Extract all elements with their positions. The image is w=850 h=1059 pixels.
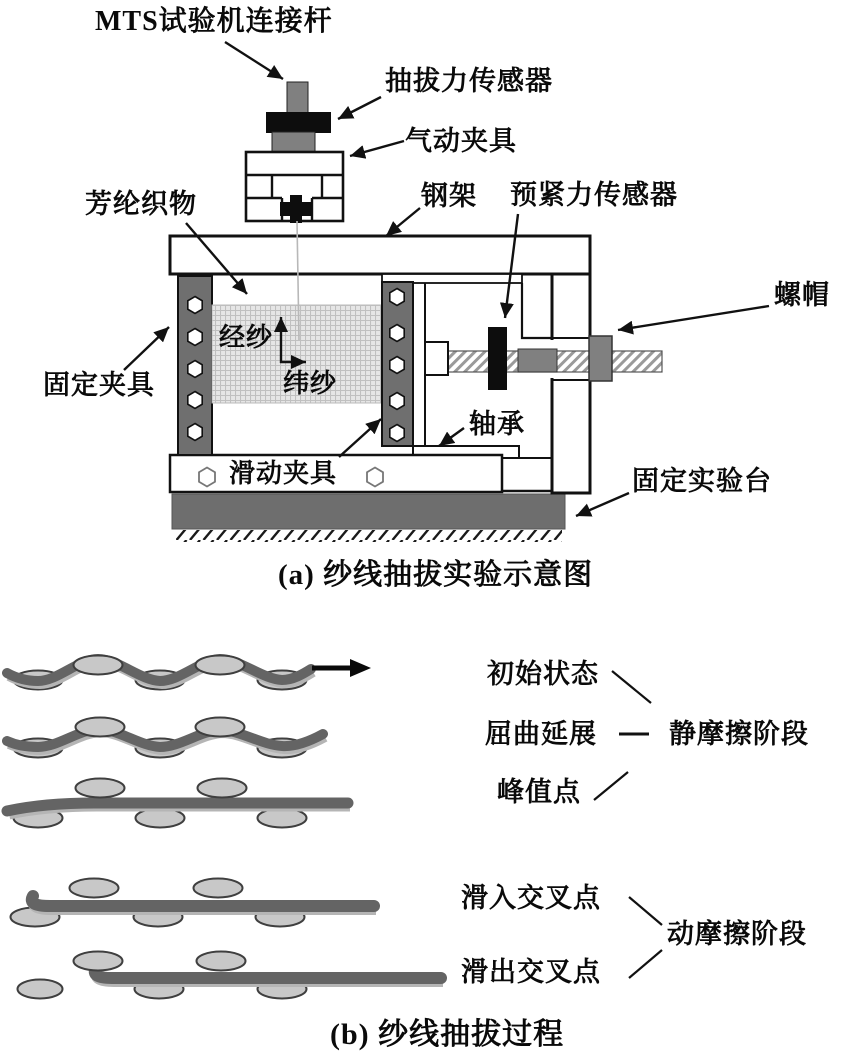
arrow-steel-frame	[386, 208, 420, 236]
label-pretension-sensor: 预紧力传感器	[510, 180, 678, 210]
label-aramid-fabric: 芳纶织物	[85, 189, 197, 219]
yarn-row-slide-out	[18, 952, 444, 999]
caption-figure-a: (a) 纱线抽拔实验示意图	[278, 559, 594, 591]
label-nut: 螺帽	[774, 280, 830, 310]
ground-hatching	[176, 530, 562, 542]
arrow-nut	[618, 306, 769, 330]
connector-initial-state	[612, 671, 651, 703]
pull-force-sensor-block	[266, 112, 331, 133]
arrow-fixed-table	[576, 493, 629, 516]
arrow-pneumatic-clamp	[350, 141, 404, 156]
arrow-fixed-clamp	[124, 327, 169, 370]
label-static-friction: 静摩擦阶段	[669, 719, 809, 749]
label-bearing: 轴承	[469, 409, 525, 439]
pretension-rod-assembly	[425, 327, 662, 390]
label-steel-frame: 钢架	[421, 181, 477, 211]
label-pneumatic-clamp: 气动夹具	[405, 126, 517, 156]
rod-collar	[518, 349, 557, 372]
label-initial-state: 初始状态	[487, 659, 599, 689]
label-peak-point: 峰值点	[497, 777, 581, 807]
yarn-row-initial-state	[7, 656, 371, 690]
connector-slide-out	[629, 950, 662, 978]
label-pull-sensor: 抽拔力传感器	[385, 66, 553, 96]
pull-direction-arrow	[312, 659, 371, 677]
label-fixed-clamp: 固定夹具	[43, 370, 155, 400]
label-weft-yarn: 纬纱	[283, 369, 338, 398]
mts-connecting-rod	[287, 82, 308, 113]
pneumatic-clamp-assembly	[246, 82, 343, 223]
yarn-row-slide-in	[11, 879, 377, 927]
label-slide-in-cross: 滑入交叉点	[461, 883, 601, 913]
bolt-hexagon-outline	[199, 468, 215, 487]
fixed-table-base	[172, 494, 565, 542]
arrow-bearing	[439, 428, 464, 446]
released-cross-ellipse	[18, 980, 63, 999]
arrow-sliding-clamp	[339, 419, 381, 457]
arrow-mts-rod	[225, 42, 283, 79]
connector-peak	[594, 772, 628, 800]
stage-connector-lines	[594, 671, 662, 978]
sliding-clamp-bar	[170, 455, 552, 492]
label-dynamic-friction: 动摩擦阶段	[667, 919, 807, 949]
fixed-clamp-bar	[178, 276, 212, 455]
sliding-clamp-vertical-bar	[382, 282, 413, 446]
yarn-row-buckling	[7, 718, 325, 758]
caption-figure-b: (b) 纱线抽拔过程	[330, 1018, 565, 1051]
label-fixed-table: 固定实验台	[632, 466, 772, 496]
nut-block	[589, 336, 612, 381]
connector-slide-in	[629, 897, 662, 925]
label-warp-yarn: 经纱	[219, 323, 274, 352]
label-sliding-clamp: 滑动夹具	[229, 459, 338, 488]
label-buckling-extension: 屈曲延展	[485, 719, 597, 749]
label-mts-rod: MTS试验机连接杆	[95, 6, 333, 37]
bolt-hexagon-outline	[367, 468, 383, 487]
pretension-sensor-block	[488, 327, 507, 390]
yarn-row-peak	[7, 779, 350, 828]
arrow-pull-sensor	[338, 97, 381, 119]
rod-end-block	[425, 342, 448, 375]
label-slide-out-cross: 滑出交叉点	[461, 957, 601, 987]
